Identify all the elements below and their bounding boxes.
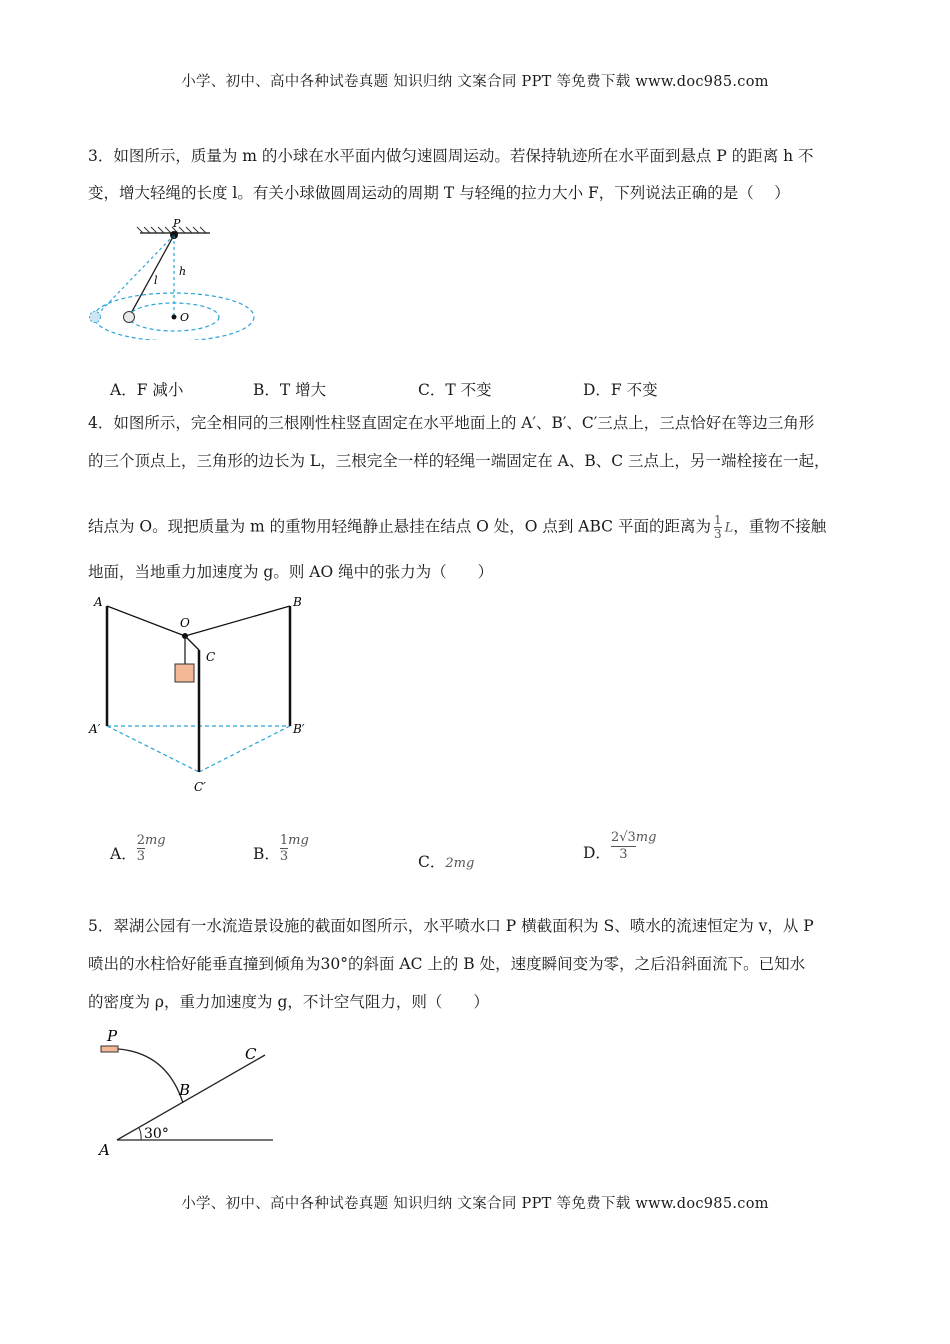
q3-line1: 3．如图所示，质量为 m 的小球在水平面内做匀速圆周运动。若保持轨迹所在水平面到悬点 P 的距离 h 不 — [88, 147, 814, 165]
label-A: A — [94, 595, 103, 609]
page-footer: 小学、初中、高中各种试卷真题 知识归纳 文案合同 PPT 等免费下载 www.doc985.com — [181, 1196, 769, 1212]
q5-line2: 喷出的水柱恰好能垂直撞到倾角为30°的斜面 AC 上的 B 处，速度瞬间变为零，之后沿斜面流下。已知水 — [88, 955, 806, 973]
label-P: P — [107, 1027, 118, 1045]
label-h: h — [179, 265, 187, 278]
q4-line4: 地面，当地重力加速度为 g。则 AO 绳中的张力为（ ） — [88, 563, 494, 581]
page-header: 小学、初中、高中各种试卷真题 知识归纳 文案合同 PPT 等免费下载 www.doc985.com — [181, 74, 769, 90]
q3-line2: 变，增大轻绳的长度 l。有关小球做圆周运动的周期 T 与轻绳的拉力大小 F，下列说法正确的是（ ） — [88, 184, 790, 202]
q4-option-c: C．2mg — [418, 853, 475, 871]
q3-option-a: A．F 减小 — [110, 381, 184, 399]
label-O: O — [180, 311, 190, 324]
q4-option-b: B． $\frac{1}{3}$ $^{mg}$ — [253, 833, 309, 864]
q4-line2: 的三个顶点上，三角形的边长为 L，三根完全一样的轻绳一端固定在 A、B、C 三点上，另一端栓接在一起， — [88, 452, 830, 470]
q4-option-d: D． $\frac{2√3}{3}$ $^{mg}$ — [583, 830, 657, 862]
q4-figure — [85, 592, 325, 802]
q3-option-d: D．F 不变 — [583, 381, 658, 399]
label-P: P — [173, 217, 181, 230]
q4-line3: 结点为 O。现把质量为 m 的重物用轻绳静止悬挂在结点 O 处，O 点到 ABC 平面的距离为 $\frac{1}{3}$ L，重物不接触 — [88, 513, 827, 541]
label-A-prime: A′ — [89, 722, 101, 736]
q5-line3: 的密度为 ρ，重力加速度为 g，不计空气阻力，则（ ） — [88, 993, 489, 1011]
label-B: B — [293, 595, 302, 609]
q5-figure — [95, 1025, 280, 1160]
label-C: C — [206, 650, 216, 664]
q3-figure — [85, 215, 265, 340]
label-B: B — [179, 1081, 191, 1099]
label-O: O — [180, 616, 190, 630]
label-C-prime: C′ — [194, 780, 206, 794]
label-B-prime: B′ — [293, 722, 305, 736]
q5-line1: 5．翠湖公园有一水流造景设施的截面如图所示，水平喷水口 P 横截面积为 S、喷水的流速恒定为 v，从 P — [88, 917, 814, 935]
label-angle: 30° — [144, 1126, 169, 1142]
q4-line1: 4．如图所示，完全相同的三根刚性柱竖直固定在水平地面上的 A′、B′、C′三点上，三点恰好在等边三角形 — [88, 414, 815, 432]
label-l: l — [154, 274, 158, 287]
label-C: C — [245, 1045, 257, 1063]
q3-option-c: C．T 不变 — [418, 381, 492, 399]
label-A: A — [99, 1141, 110, 1159]
q3-option-b: B．T 增大 — [253, 381, 327, 399]
q4-option-a: A． $\frac{2}{3}$ $^{mg}$ — [110, 833, 166, 864]
